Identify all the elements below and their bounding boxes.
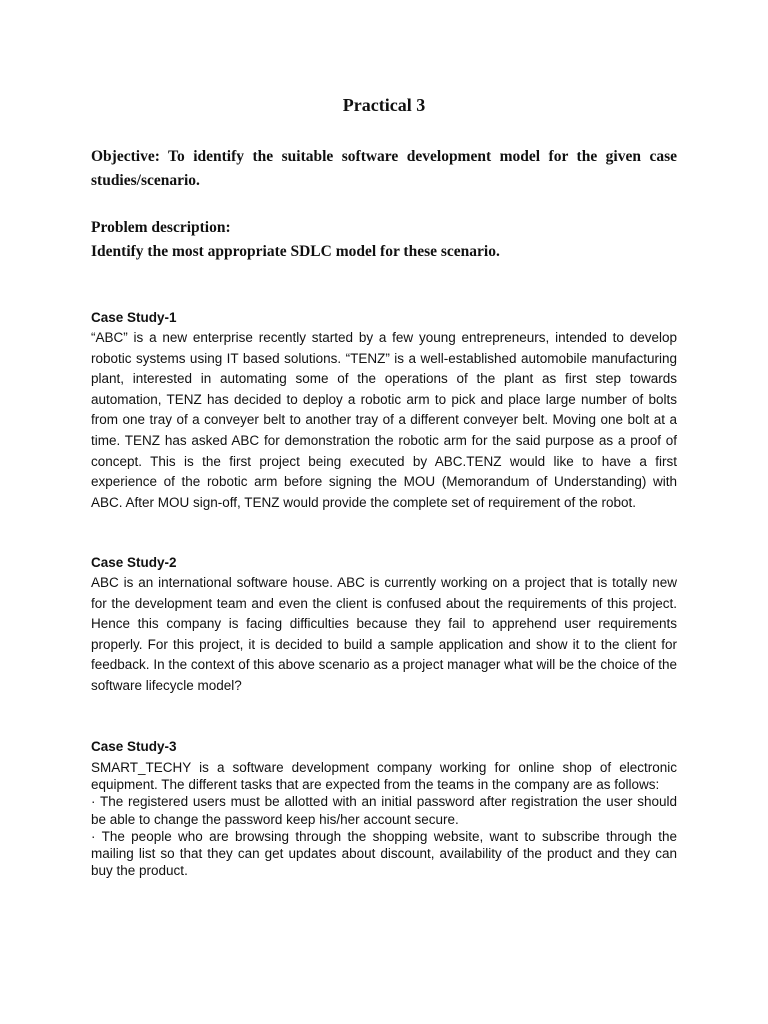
case-study-3-bullet-1: · The registered users must be allotted with an initial password after registration the user should be able to change the password keep his/her account secure. — [91, 794, 677, 827]
objective-paragraph — [91, 145, 677, 193]
case-study-3-body — [91, 759, 677, 879]
objective-text: To identify the suitable software development model for the given case studies/scenario. — [91, 148, 677, 189]
problem-heading: Problem description: — [91, 219, 231, 236]
problem-text: Identify the most appropriate SDLC model for these scenario. — [91, 243, 500, 260]
case-study-3-heading: Case Study-3 — [91, 739, 177, 754]
case-study-3-intro: SMART_TECHY is a software development company working for online shop of electronic equipment. The different tasks that are expected from the teams in the company are as follows: — [91, 760, 677, 793]
objective-label: Objective: — [91, 148, 160, 165]
case-study-1-body — [91, 328, 677, 513]
case-study-2-body — [91, 573, 677, 697]
page-title: Practical 3 — [342, 95, 426, 115]
case-study-1-heading: Case Study-1 — [91, 310, 177, 325]
case-study-2-heading: Case Study-2 — [91, 555, 177, 570]
case-study-2-paragraph: ABC is an international software house. ABC is currently working on a project that is totally new for the development team and even the client is confused about the requirements of this project. Hence this company is facing difficulties because they fail to apprehend user requirements properly. For this project, it is decided to build a sample application and show it to the client for feedback. In the context of this above scenario as a project manager what will be the choice of the software lifecycle model? — [91, 575, 677, 693]
case-study-1-paragraph: “ABC” is a new enterprise recently started by a few young entrepreneurs, intended to develop robotic systems using IT based solutions. “TENZ” is a well-established automobile manufacturing plant, interested in automating some of the operations of the plant as first step towards automation, TENZ has decided to deploy a robotic arm to pick and place large number of bolts from one tray of a conveyer belt to another tray of a different conveyer belt. Moving one bolt at a time. TENZ has asked ABC for demonstration the robotic arm for the said purpose as a proof of concept. This is the first project being executed by ABC.TENZ would like to have a first experience of the robotic arm before signing the MOU (Memorandum of Understanding) with ABC. After MOU sign-off, TENZ would provide the complete set of requirement of the robot. — [91, 330, 677, 510]
case-study-3-bullet-2: · The people who are browsing through the shopping website, want to subscribe through the mailing list so that they can get updates about discount, availability of the product and they can buy the product. — [91, 828, 677, 879]
